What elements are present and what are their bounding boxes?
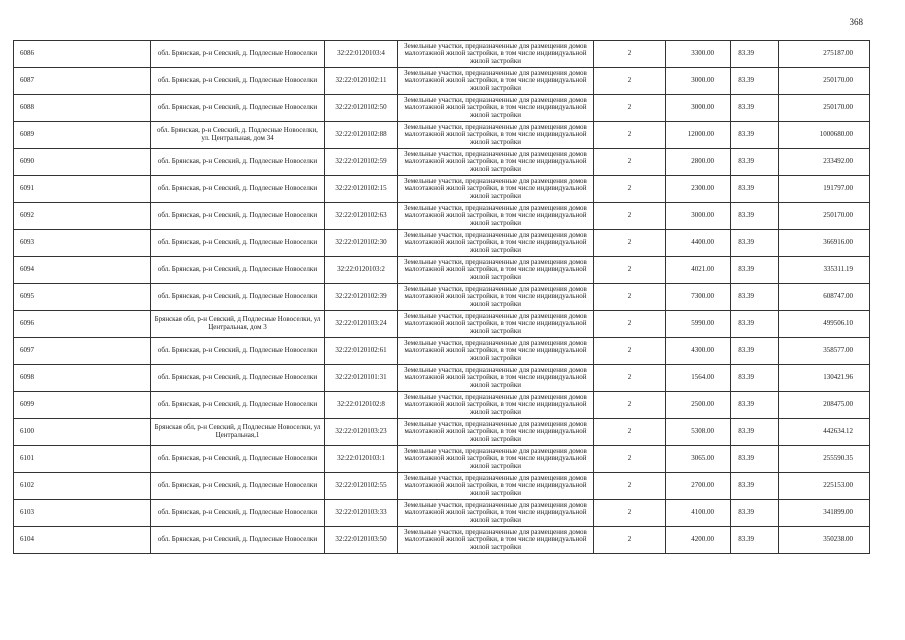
cell-cadastral-value: 250170.00 (779, 95, 870, 122)
cell-cadastral-number: 32:22:0120102:11 (325, 68, 398, 95)
cell-land-category: Земельные участки, предназначенные для размещения домов малоэтажной жилой застройки, в том числе индивидуальной жилой застройки (398, 419, 594, 446)
cell-row-number: 6093 (14, 230, 151, 257)
cell-cadastral-value: 442634.12 (779, 419, 870, 446)
cell-land-category: Земельные участки, предназначенные для размещения домов малоэтажной жилой застройки, в том числе индивидуальной жилой застройки (398, 257, 594, 284)
cell-land-category: Земельные участки, предназначенные для размещения домов малоэтажной жилой застройки, в том числе индивидуальной жилой застройки (398, 68, 594, 95)
cell-specific-value: 83.39 (731, 419, 779, 446)
cell-row-number: 6104 (14, 527, 151, 554)
cell-row-number: 6090 (14, 149, 151, 176)
cell-land-category: Земельные участки, предназначенные для размещения домов малоэтажной жилой застройки, в том числе индивидуальной жилой застройки (398, 392, 594, 419)
cell-group: 2 (594, 149, 666, 176)
cell-specific-value: 83.39 (731, 257, 779, 284)
cell-group: 2 (594, 122, 666, 149)
cell-cadastral-value: 130421.96 (779, 365, 870, 392)
cell-group: 2 (594, 230, 666, 257)
cell-specific-value: 83.39 (731, 500, 779, 527)
cell-row-number: 6101 (14, 446, 151, 473)
cell-specific-value: 83.39 (731, 68, 779, 95)
cell-land-category: Земельные участки, предназначенные для размещения домов малоэтажной жилой застройки, в том числе индивидуальной жилой застройки (398, 176, 594, 203)
cell-cadastral-number: 32:22:0120102:50 (325, 95, 398, 122)
cell-group: 2 (594, 419, 666, 446)
cell-cadastral-number: 32:22:0120103:4 (325, 41, 398, 68)
cell-area: 5308.00 (666, 419, 731, 446)
cell-group: 2 (594, 68, 666, 95)
cell-address: обл. Брянская, р-н Севский, д. Подлесные Новоселки (151, 149, 325, 176)
table-row (14, 41, 870, 68)
cell-specific-value: 83.39 (731, 149, 779, 176)
cell-address: обл. Брянская, р-н Севский, д. Подлесные Новоселки (151, 446, 325, 473)
cell-group: 2 (594, 392, 666, 419)
cell-address: обл. Брянская, р-н Севский, д. Подлесные Новоселки (151, 176, 325, 203)
cell-group: 2 (594, 41, 666, 68)
cell-cadastral-number: 32:22:0120102:8 (325, 392, 398, 419)
cell-cadastral-value: 350238.00 (779, 527, 870, 554)
cell-cadastral-number: 32:22:0120103:1 (325, 446, 398, 473)
cell-cadastral-value: 233492.00 (779, 149, 870, 176)
table-row (14, 176, 870, 203)
cell-land-category: Земельные участки, предназначенные для размещения домов малоэтажной жилой застройки, в том числе индивидуальной жилой застройки (398, 446, 594, 473)
cell-land-category: Земельные участки, предназначенные для размещения домов малоэтажной жилой застройки, в том числе индивидуальной жилой застройки (398, 527, 594, 554)
cell-land-category: Земельные участки, предназначенные для размещения домов малоэтажной жилой застройки, в том числе индивидуальной жилой застройки (398, 203, 594, 230)
cell-address: Брянская обл, р-н Севский, д Подлесные Новоселки, ул Центральная,1 (151, 419, 325, 446)
cell-specific-value: 83.39 (731, 446, 779, 473)
cell-land-category: Земельные участки, предназначенные для размещения домов малоэтажной жилой застройки, в том числе индивидуальной жилой застройки (398, 365, 594, 392)
cell-address: обл. Брянская, р-н Севский, д. Подлесные Новоселки (151, 203, 325, 230)
table-row (14, 527, 870, 554)
cell-group: 2 (594, 473, 666, 500)
cell-specific-value: 83.39 (731, 473, 779, 500)
cell-specific-value: 83.39 (731, 284, 779, 311)
table-row (14, 203, 870, 230)
cell-cadastral-value: 608747.00 (779, 284, 870, 311)
cell-cadastral-number: 32:22:0120103:50 (325, 527, 398, 554)
cell-land-category: Земельные участки, предназначенные для размещения домов малоэтажной жилой застройки, в том числе индивидуальной жилой застройки (398, 473, 594, 500)
cell-area: 4021.00 (666, 257, 731, 284)
table-row (14, 311, 870, 338)
cell-area: 4200.00 (666, 527, 731, 554)
cell-cadastral-value: 250170.00 (779, 68, 870, 95)
cell-specific-value: 83.39 (731, 392, 779, 419)
cell-area: 4400.00 (666, 230, 731, 257)
cell-cadastral-value: 191797.00 (779, 176, 870, 203)
cell-address: обл. Брянская, р-н Севский, д. Подлесные Новоселки (151, 257, 325, 284)
cell-group: 2 (594, 500, 666, 527)
cell-cadastral-value: 255590.35 (779, 446, 870, 473)
cell-land-category: Земельные участки, предназначенные для размещения домов малоэтажной жилой застройки, в том числе индивидуальной жилой застройки (398, 41, 594, 68)
table-row (14, 68, 870, 95)
cell-specific-value: 83.39 (731, 230, 779, 257)
cell-land-category: Земельные участки, предназначенные для размещения домов малоэтажной жилой застройки, в том числе индивидуальной жилой застройки (398, 149, 594, 176)
cell-area: 5990.00 (666, 311, 731, 338)
cell-address: обл. Брянская, р-н Севский, д. Подлесные Новоселки, ул. Центральная, дом 34 (151, 122, 325, 149)
cell-area: 7300.00 (666, 284, 731, 311)
cell-cadastral-number: 32:22:0120102:39 (325, 284, 398, 311)
cell-cadastral-number: 32:22:0120103:23 (325, 419, 398, 446)
cell-cadastral-number: 32:22:0120102:61 (325, 338, 398, 365)
cell-area: 3000.00 (666, 95, 731, 122)
cell-land-category: Земельные участки, предназначенные для размещения домов малоэтажной жилой застройки, в том числе индивидуальной жилой застройки (398, 311, 594, 338)
cell-group: 2 (594, 284, 666, 311)
cell-area: 2500.00 (666, 392, 731, 419)
cell-area: 4300.00 (666, 338, 731, 365)
cell-area: 4100.00 (666, 500, 731, 527)
cell-cadastral-value: 366916.00 (779, 230, 870, 257)
table-row (14, 149, 870, 176)
cell-cadastral-number: 32:22:0120102:88 (325, 122, 398, 149)
cell-cadastral-value: 1000680.00 (779, 122, 870, 149)
table-row (14, 122, 870, 149)
cell-area: 3065.00 (666, 446, 731, 473)
cell-group: 2 (594, 338, 666, 365)
cell-land-category: Земельные участки, предназначенные для размещения домов малоэтажной жилой застройки, в том числе индивидуальной жилой застройки (398, 500, 594, 527)
cell-specific-value: 83.39 (731, 203, 779, 230)
cell-address: обл. Брянская, р-н Севский, д. Подлесные Новоселки (151, 230, 325, 257)
cell-area: 12000.00 (666, 122, 731, 149)
cell-area: 3000.00 (666, 203, 731, 230)
cell-address: обл. Брянская, р-н Севский, д. Подлесные Новоселки (151, 365, 325, 392)
cell-cadastral-value: 341899.00 (779, 500, 870, 527)
cell-row-number: 6091 (14, 176, 151, 203)
table-row (14, 419, 870, 446)
cell-row-number: 6099 (14, 392, 151, 419)
cadastral-value-table (13, 40, 870, 554)
cell-group: 2 (594, 95, 666, 122)
cell-specific-value: 83.39 (731, 95, 779, 122)
cell-cadastral-value: 250170.00 (779, 203, 870, 230)
cell-cadastral-number: 32:22:0120102:30 (325, 230, 398, 257)
cell-row-number: 6097 (14, 338, 151, 365)
cell-group: 2 (594, 527, 666, 554)
cell-cadastral-value: 225153.00 (779, 473, 870, 500)
cell-row-number: 6088 (14, 95, 151, 122)
table-row (14, 95, 870, 122)
cell-row-number: 6100 (14, 419, 151, 446)
cell-row-number: 6086 (14, 41, 151, 68)
table-row (14, 365, 870, 392)
cell-specific-value: 83.39 (731, 338, 779, 365)
cell-cadastral-number: 32:22:0120102:59 (325, 149, 398, 176)
cell-group: 2 (594, 365, 666, 392)
cell-address: обл. Брянская, р-н Севский, д. Подлесные Новоселки (151, 473, 325, 500)
cell-group: 2 (594, 311, 666, 338)
cell-row-number: 6087 (14, 68, 151, 95)
cell-specific-value: 83.39 (731, 527, 779, 554)
cell-address: обл. Брянская, р-н Севский, д. Подлесные Новоселки (151, 284, 325, 311)
cell-row-number: 6094 (14, 257, 151, 284)
cell-address: Брянская обл, р-н Севский, д Подлесные Новоселки, ул Центральная, дом 3 (151, 311, 325, 338)
cell-area: 2800.00 (666, 149, 731, 176)
cell-specific-value: 83.39 (731, 122, 779, 149)
cell-area: 3000.00 (666, 68, 731, 95)
cell-row-number: 6102 (14, 473, 151, 500)
cell-area: 2700.00 (666, 473, 731, 500)
cell-row-number: 6096 (14, 311, 151, 338)
cell-address: обл. Брянская, р-н Севский, д. Подлесные Новоселки (151, 41, 325, 68)
cell-address: обл. Брянская, р-н Севский, д. Подлесные Новоселки (151, 500, 325, 527)
cell-cadastral-value: 275187.00 (779, 41, 870, 68)
cell-cadastral-number: 32:22:0120103:33 (325, 500, 398, 527)
cell-land-category: Земельные участки, предназначенные для размещения домов малоэтажной жилой застройки, в том числе индивидуальной жилой застройки (398, 122, 594, 149)
table-row (14, 392, 870, 419)
cell-specific-value: 83.39 (731, 176, 779, 203)
cell-address: обл. Брянская, р-н Севский, д. Подлесные Новоселки (151, 95, 325, 122)
cell-area: 3300.00 (666, 41, 731, 68)
table-row (14, 230, 870, 257)
cell-row-number: 6098 (14, 365, 151, 392)
table-body (14, 41, 870, 554)
cell-specific-value: 83.39 (731, 311, 779, 338)
table-row (14, 284, 870, 311)
table-row (14, 446, 870, 473)
cell-cadastral-number: 32:22:0120102:55 (325, 473, 398, 500)
cell-group: 2 (594, 176, 666, 203)
cell-land-category: Земельные участки, предназначенные для размещения домов малоэтажной жилой застройки, в том числе индивидуальной жилой застройки (398, 230, 594, 257)
cell-cadastral-number: 32:22:0120102:15 (325, 176, 398, 203)
table-row (14, 500, 870, 527)
page-number: 368 (849, 17, 863, 27)
cell-cadastral-number: 32:22:0120101:31 (325, 365, 398, 392)
cell-address: обл. Брянская, р-н Севский, д. Подлесные Новоселки (151, 527, 325, 554)
table-row (14, 257, 870, 284)
cell-specific-value: 83.39 (731, 41, 779, 68)
cell-cadastral-value: 499506.10 (779, 311, 870, 338)
table-row (14, 473, 870, 500)
cell-land-category: Земельные участки, предназначенные для размещения домов малоэтажной жилой застройки, в том числе индивидуальной жилой застройки (398, 95, 594, 122)
cell-cadastral-number: 32:22:0120102:63 (325, 203, 398, 230)
cell-cadastral-value: 335311.19 (779, 257, 870, 284)
cell-address: обл. Брянская, р-н Севский, д. Подлесные Новоселки (151, 68, 325, 95)
cell-cadastral-value: 358577.00 (779, 338, 870, 365)
cell-land-category: Земельные участки, предназначенные для размещения домов малоэтажной жилой застройки, в том числе индивидуальной жилой застройки (398, 338, 594, 365)
cell-cadastral-number: 32:22:0120103:2 (325, 257, 398, 284)
cell-address: обл. Брянская, р-н Севский, д. Подлесные Новоселки (151, 338, 325, 365)
cell-cadastral-value: 208475.00 (779, 392, 870, 419)
cell-group: 2 (594, 257, 666, 284)
table-row (14, 338, 870, 365)
cell-group: 2 (594, 446, 666, 473)
cell-row-number: 6095 (14, 284, 151, 311)
cell-address: обл. Брянская, р-н Севский, д. Подлесные Новоселки (151, 392, 325, 419)
cell-group: 2 (594, 203, 666, 230)
cell-cadastral-number: 32:22:0120103:24 (325, 311, 398, 338)
cell-row-number: 6103 (14, 500, 151, 527)
cell-area: 2300.00 (666, 176, 731, 203)
cell-row-number: 6092 (14, 203, 151, 230)
cell-specific-value: 83.39 (731, 365, 779, 392)
cell-area: 1564.00 (666, 365, 731, 392)
cell-row-number: 6089 (14, 122, 151, 149)
cell-land-category: Земельные участки, предназначенные для размещения домов малоэтажной жилой застройки, в том числе индивидуальной жилой застройки (398, 284, 594, 311)
